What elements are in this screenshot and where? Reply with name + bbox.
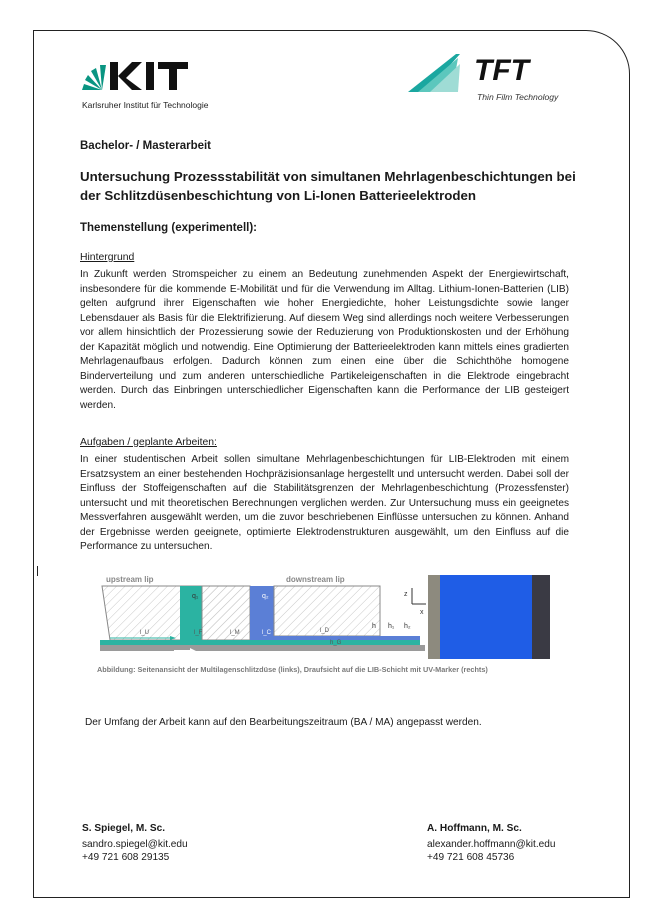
- uv-marker-photo: [428, 575, 550, 659]
- figure-caption: Abbildung: Seitenansicht der Multilagenschlitzdüse (links), Draufsicht auf die LIB-Schicht mit UV-Marker (rechts): [97, 665, 488, 674]
- figure-slot-die: [90, 570, 550, 660]
- contact-name: A. Hoffmann, M. Sc.: [427, 823, 522, 834]
- svg-text:u_w: u_w: [162, 651, 175, 658]
- svg-text:x: x: [420, 609, 424, 616]
- substrate: [100, 645, 425, 651]
- q2-label: q₂: [262, 593, 269, 600]
- section-heading-background: Hintergrund: [80, 252, 135, 263]
- tft-subtitle: Thin Film Technology: [477, 92, 559, 102]
- downstream-label: downstream lip: [286, 575, 345, 584]
- section-text-tasks: In einer studentischen Arbeit sollen simultane Mehrlagenbeschichtungen für LIB-Elektroden mit einem Ersatzsystem an einer bestehenden Hochpräzisionsanlage hergestellt und untersucht werden. Dabei soll der Einfluss der Stoffeigenschaften auf die Stabilitätsgrenzen der Mehrlagenbeschichtung (Prozessfenster) untersucht und mit theoretischen Berechnungen verglichen werden. Zur Untersuchung muss ein geeignetes Messverfahren ausgewählt werden, um die zuvor beschriebenen Einflüsse untersuchen zu können. Anhand der Ergebnisse werden geeignete, optimierte Elektrodenstrukturen ausgewählt, um den Einfluss auf die Performance zu untersuchen.: [80, 454, 569, 553]
- svg-text:TFT: TFT: [474, 54, 529, 87]
- svg-text:l_M: l_M: [230, 630, 240, 636]
- svg-text:l_F: l_F: [194, 630, 203, 636]
- svg-text:h₂: h₂: [404, 623, 411, 630]
- contact-email[interactable]: alexander.hoffmann@kit.edu: [427, 839, 556, 850]
- svg-text:z: z: [404, 591, 408, 598]
- page-title: Untersuchung Prozessstabilität von simultanen Mehrlagenbeschichtungen bei der Schlitzdüsenbeschichtung von Li-Ionen Batterieelektroden: [80, 169, 576, 203]
- contact-2: [427, 822, 555, 864]
- svg-text:l_D: l_D: [320, 628, 330, 634]
- contact-phone: +49 721 608 45736: [427, 852, 515, 863]
- svg-text:l_C: l_C: [262, 630, 272, 636]
- svg-text:h: h: [372, 623, 376, 630]
- thesis-type: Bachelor- / Masterarbeit: [80, 140, 212, 152]
- upstream-label: upstream lip: [106, 575, 154, 584]
- text-cursor: [37, 566, 38, 576]
- svg-text:h₁: h₁: [388, 623, 395, 630]
- contact-1: [82, 822, 188, 864]
- section-text-background: In Zukunft werden Stromspeicher zu einem an Bedeutung zunehmenden Aspekt der Energiewirtschaft, insbesondere für die kommende E-Mobilität und für die Verwendung im Alltag. Lithium-Ionen-Batterien (LIB) gelten aufgrund ihrer Eigenschaften wie hoher Energiedichte, hoher Leistungsdichte sowie langer Lebensdauer als Basis für die Elektrifizierung. Auf diesem Weg sind allerdings noch weitere Verbesserungen vor allem hinsichtlich der Prozessierung sowie der Reduzierung von Produktionskosten und der Erhöhung der Kapazität möglich und notwendig. Eine Optimierung der Batterieelektroden kann mittels eines gradierten Mehrlagenaufbaus erfolgen. Dadurch können zum einen eine über die Schichthöhe homogene Binderverteilung und zum anderen unterschiedliche Partikeleigenschaften in die Elektrode eingebracht werden. Durch das Einbringen unterschiedlicher Eigenschaften kann die Performance der LIB gesteigert werden.: [80, 269, 569, 411]
- contact-phone: +49 721 608 29135: [82, 852, 170, 863]
- scope-note: Der Umfang der Arbeit kann auf den Bearbeitungszeitraum (BA / MA) angepasst werden.: [85, 717, 482, 728]
- svg-text:h_G: h_G: [330, 640, 342, 646]
- svg-text:l_U: l_U: [140, 630, 150, 636]
- contact-email[interactable]: sandro.spiegel@kit.edu: [82, 839, 188, 850]
- section-heading-tasks: Aufgaben / geplante Arbeiten:: [80, 437, 217, 448]
- q1-label: q₁: [192, 593, 199, 600]
- contact-name: S. Spiegel, M. Sc.: [82, 823, 166, 834]
- kit-subtitle: Karlsruher Institut für Technologie: [82, 100, 209, 110]
- topic-heading: Themenstellung (experimentell):: [80, 222, 258, 234]
